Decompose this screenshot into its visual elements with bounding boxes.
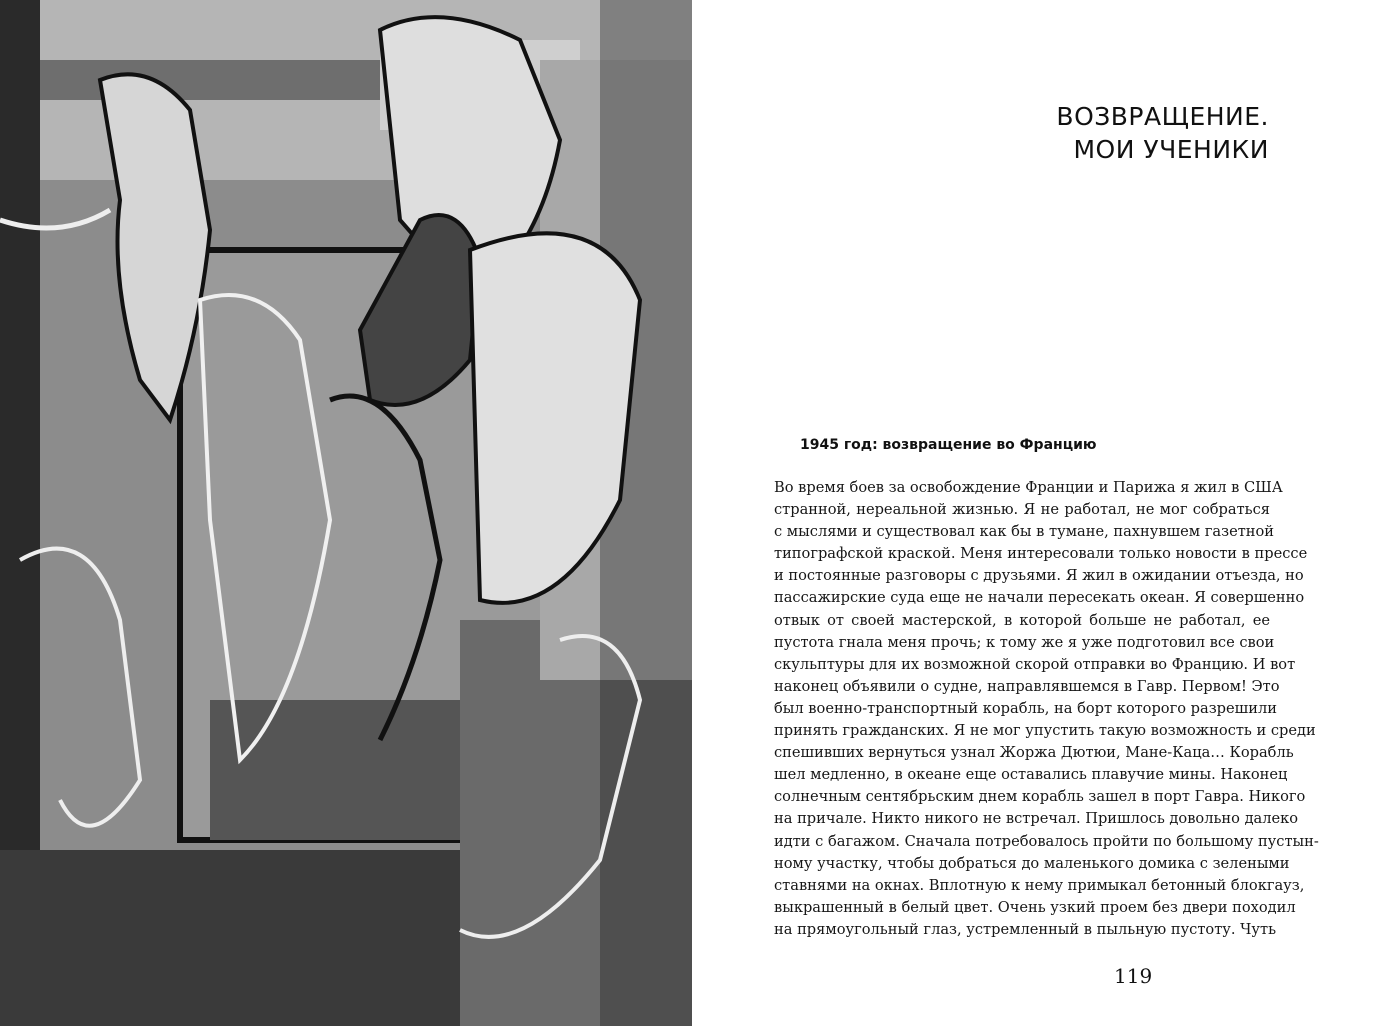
body-line: отвык от своей мастерской, в которой больше не работал, ее xyxy=(774,611,1270,629)
body-line: на причале. Никто никого не встречал. Пришлось довольно далеко xyxy=(774,810,1299,828)
body-line: Во время боев за освобождение Франции и Парижа я жил в США xyxy=(774,479,1283,496)
text-page xyxy=(692,0,1385,1026)
body-line: типографской краской. Меня интересовали только новости в прессе xyxy=(774,545,1308,563)
body-line: пустота гнала меня прочь; к тому же я уже подготовил все свои xyxy=(774,633,1275,651)
body-line: спешивших вернуться узнал Жоржа Дютюи, Мане-Каца… Корабль xyxy=(774,744,1294,762)
body-line: принять гражданских. Я не мог упустить такую возможность и среди xyxy=(774,722,1316,740)
section-heading: 1945 год: возвращение во Францию xyxy=(800,437,1097,453)
body-line: ному участку, чтобы добраться до маленького домика с зелеными xyxy=(774,854,1290,872)
body-line: пассажирские суда еще не начали пересекать океан. Я совершенно xyxy=(774,589,1305,607)
chapter-title-line: ВОЗВРАЩЕНИЕ. xyxy=(1056,102,1269,131)
body-text xyxy=(774,477,1319,941)
body-line: солнечным сентябрьским днем корабль зашел в порт Гавра. Никого xyxy=(774,788,1306,806)
body-line: был военно-транспортный корабль, на борт которого разрешили xyxy=(774,699,1277,717)
body-line: скульптуры для их возможной скорой отправки во Францию. И вот xyxy=(774,655,1296,673)
page-number: 119 xyxy=(1114,964,1153,988)
body-line: выкрашенный в белый цвет. Очень узкий проем без двери походил xyxy=(774,898,1296,916)
body-line: с мыслями и существовал как бы в тумане, пахнувшем газетной xyxy=(774,523,1275,541)
body-line: шел медленно, в океане еще оставались плавучие мины. Наконец xyxy=(774,766,1288,784)
body-line: идти с багажом. Сначала потребовалось пройти по большому пустын- xyxy=(774,832,1319,850)
body-line: наконец объявили о судне, направлявшемся в Гавр. Первом! Это xyxy=(774,677,1280,695)
body-line: странной, нереальной жизнью. Я не работал, не мог собраться xyxy=(774,501,1270,519)
body-line: ставнями на окнах. Вплотную к нему примыкал бетонный блокгауз, xyxy=(774,876,1305,894)
chapter-title xyxy=(1056,100,1269,166)
artwork-figures-image xyxy=(0,0,692,1026)
body-line: на прямоугольный глаз, устремленный в пыльную пустоту. Чуть xyxy=(774,920,1277,938)
illustration-figures xyxy=(0,0,692,1026)
chapter-title-line: МОИ УЧЕНИКИ xyxy=(1073,135,1269,164)
body-line: и постоянные разговоры с друзьями. Я жил в ожидании отъезда, но xyxy=(774,567,1304,585)
